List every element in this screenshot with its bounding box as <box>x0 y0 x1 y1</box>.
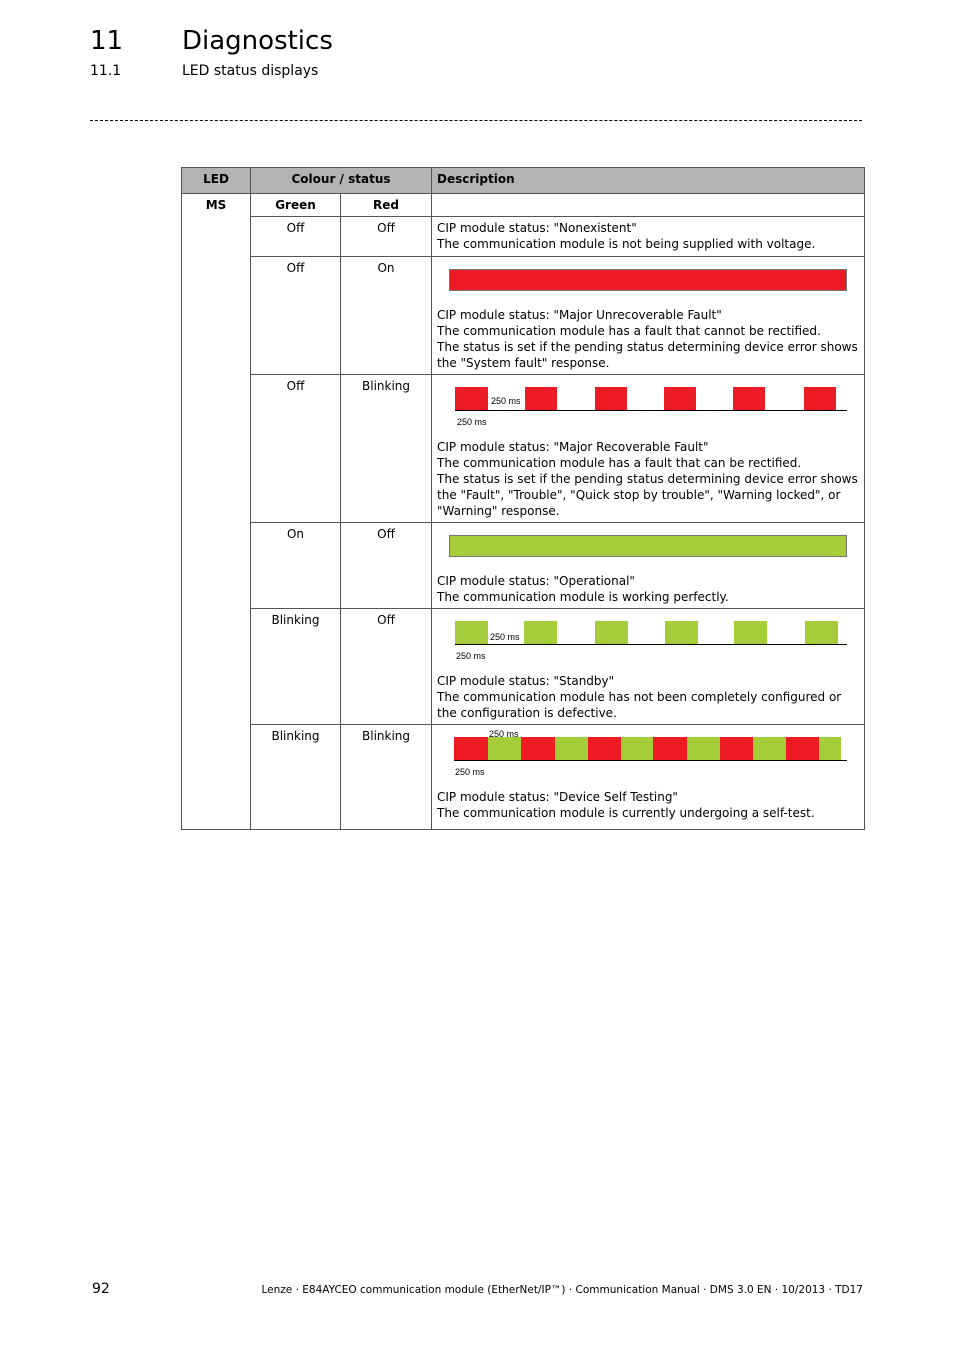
red-led-on-bar <box>449 269 847 291</box>
led-status-table <box>181 167 865 830</box>
green-status: Off <box>251 375 341 523</box>
red-pulse <box>664 387 696 410</box>
red-pulse <box>653 737 687 760</box>
led-name-cell: MS <box>182 194 251 830</box>
timing-label-on: 250 ms <box>457 417 487 427</box>
green-pulse <box>805 621 838 644</box>
status-text: The communication module has not been completely configured or the configuration is defective. <box>437 690 842 720</box>
red-status: Off <box>341 217 432 257</box>
description-cell <box>432 217 865 257</box>
green-pulse <box>753 737 786 760</box>
table-row <box>182 609 865 725</box>
section-title: LED status displays <box>182 63 319 79</box>
status-text: The communication module has a fault that can be rectified. <box>437 456 802 470</box>
red-status: Blinking <box>341 725 432 830</box>
chapter-title: Diagnostics <box>182 26 333 56</box>
red-pulse <box>525 387 557 410</box>
chapter-number: 11 <box>90 26 124 56</box>
sub-header-row <box>182 194 865 217</box>
description-cell <box>432 375 865 523</box>
status-text: The communication module is not being supplied with voltage. <box>437 237 816 251</box>
green-pulse <box>819 737 841 760</box>
timing-label-on: 250 ms <box>456 651 486 661</box>
green-status: Off <box>251 217 341 257</box>
green-status: Blinking <box>251 609 341 725</box>
status-text: The status is set if the pending status determining device error shows the "Fault", "Trouble", "Quick stop by trouble", "Warning locked", or "Warning" response. <box>437 472 858 518</box>
red-pulse <box>454 737 488 760</box>
green-pulse <box>524 621 557 644</box>
status-name: CIP module status: "Device Self Testing" <box>437 790 678 804</box>
green-pulse <box>455 621 488 644</box>
green-pulse <box>555 737 588 760</box>
red-pulse <box>521 737 555 760</box>
status-name: CIP module status: "Nonexistent" <box>437 221 637 235</box>
header-divider <box>90 120 862 121</box>
timing-label-off: 250 ms <box>491 396 521 406</box>
header-colour-status: Colour / status <box>251 168 432 194</box>
red-status: On <box>341 257 432 375</box>
table-row <box>182 375 865 523</box>
green-pulse <box>687 737 720 760</box>
green-blink-timeline <box>455 621 847 665</box>
red-pulse <box>588 737 621 760</box>
status-text: The communication module is currently undergoing a self-test. <box>437 806 815 820</box>
timeline-baseline <box>455 410 847 411</box>
table-row <box>182 217 865 257</box>
status-text: The status is set if the pending status determining device error shows the "System fault" response. <box>437 340 858 370</box>
green-led-on-bar <box>449 535 847 557</box>
green-status: On <box>251 523 341 609</box>
description-cell <box>432 725 865 830</box>
header-description: Description <box>432 168 865 194</box>
sub-header-description <box>432 194 865 217</box>
table-row <box>182 257 865 375</box>
page-number: 92 <box>92 1281 110 1297</box>
red-pulse <box>720 737 753 760</box>
timeline-baseline <box>454 760 847 761</box>
timing-label-bottom: 250 ms <box>455 767 485 777</box>
status-name: CIP module status: "Operational" <box>437 574 635 588</box>
status-name: CIP module status: "Standby" <box>437 674 615 688</box>
red-pulse <box>804 387 836 410</box>
green-status: Off <box>251 257 341 375</box>
red-pulse <box>455 387 488 410</box>
footer-text: Lenze · E84AYCEO communication module (EtherNet/IP™) · Communication Manual · DMS 3.0 EN · 10/2013 · TD17 <box>261 1284 863 1296</box>
red-status: Off <box>341 609 432 725</box>
green-pulse <box>665 621 698 644</box>
status-name: CIP module status: "Major Recoverable Fault" <box>437 440 709 454</box>
section-number: 11.1 <box>90 63 122 79</box>
red-blink-timeline <box>455 387 847 431</box>
red-pulse <box>595 387 627 410</box>
description-cell <box>432 257 865 375</box>
green-pulse <box>734 621 767 644</box>
timing-label-top: 250 ms <box>489 729 519 739</box>
table-header-row <box>182 168 865 194</box>
sub-header-green: Green <box>251 194 341 217</box>
red-status: Off <box>341 523 432 609</box>
red-status: Blinking <box>341 375 432 523</box>
green-pulse <box>621 737 653 760</box>
status-text: The communication module has a fault that cannot be rectified. <box>437 324 821 338</box>
alternating-blink-timeline <box>454 729 847 781</box>
status-name: CIP module status: "Major Unrecoverable Fault" <box>437 308 722 322</box>
red-pulse <box>733 387 765 410</box>
description-cell <box>432 523 865 609</box>
description-cell <box>432 609 865 725</box>
status-text: The communication module is working perfectly. <box>437 590 729 604</box>
timing-label-off: 250 ms <box>490 632 520 642</box>
table-row <box>182 725 865 830</box>
red-pulse <box>786 737 819 760</box>
table-row <box>182 523 865 609</box>
header-led: LED <box>182 168 251 194</box>
sub-header-red: Red <box>341 194 432 217</box>
green-status: Blinking <box>251 725 341 830</box>
green-pulse <box>595 621 628 644</box>
